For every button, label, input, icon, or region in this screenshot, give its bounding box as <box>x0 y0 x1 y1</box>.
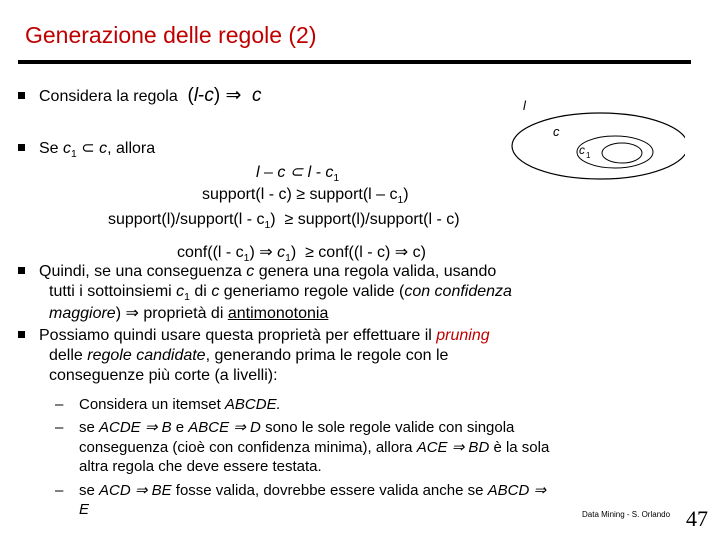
formula-subset: l – c ⊂ l - $c_1$ <box>256 164 340 185</box>
formula-confidence: conf((l - $c_1$) ⇒ $c_1$) ≥ conf((l - c) ⇒ c) <box>177 244 426 265</box>
square-bullet-icon <box>18 144 25 151</box>
sub-bullet-rules-line3: altra regola che deve essere testata. <box>79 458 322 475</box>
bullet-pruning-line3: conseguenze più corte (a livelli): <box>49 367 278 384</box>
outer-set-l <box>512 113 685 179</box>
bullet-pruning: Possiamo quindi usare questa proprietà per effettuare il pruning <box>18 327 490 345</box>
outer-set-label: l <box>523 98 526 113</box>
sub-bullet-acd-line2: E <box>79 501 90 518</box>
bullet-therefore-line2: tutti i sottoinsiemi $c_1$ di c generiamo regole valide (con confidenza <box>49 283 512 304</box>
sub-bullet-acd: – se ACD ⇒ BE fosse valida, dovrebbe essere valida anche se ABCD ⇒ <box>55 482 547 499</box>
bullet-if-subset: Se $c_1$ ⊂ c, allora <box>18 138 155 160</box>
sub-bullet-rules: – se ACDE ⇒ B e ABCE ⇒ D sono le sole regole valide con singola <box>55 419 515 436</box>
title-divider <box>18 60 691 64</box>
sub-bullet-itemset: – Considera un itemset ABCDE. <box>55 396 281 413</box>
inner-set-c1 <box>602 143 642 163</box>
rule-expression: (l-c) ⇒ c <box>182 85 262 106</box>
bullet-consider-rule: Considera la regola (l-c) ⇒ c <box>18 84 261 107</box>
slide-title: Generazione delle regole (2) <box>25 22 317 48</box>
formula-support-ratio: support(l)/support(l - $c_1$) ≥ support(l)/support(l - c) <box>108 211 460 232</box>
middle-set-label: c <box>553 124 560 139</box>
sub-bullet-rules-line2: conseguenza (cioè con confidenza minima), allora ACE ⇒ BD è la sola <box>79 439 550 456</box>
inner-set-label: c <box>579 143 585 157</box>
square-bullet-icon <box>18 92 25 99</box>
bullet-therefore-line3: maggiore) ⇒ proprietà di antimonotonia <box>49 305 329 322</box>
square-bullet-icon <box>18 331 25 338</box>
bullet-pruning-line2: delle regole candidate, generando prima le regole con le <box>49 347 449 364</box>
inner-set-label-sub: 1 <box>586 151 591 160</box>
formula-support: support(l - c) ≥ support(l – $c_1$) <box>202 186 409 207</box>
page-number: 47 <box>686 506 708 531</box>
footer-author: Data Mining - S. Orlando <box>582 510 671 519</box>
subset-diagram <box>505 98 685 180</box>
square-bullet-icon <box>18 267 25 274</box>
bullet-therefore: Quindi, se una conseguenza c genera una regola valida, usando <box>18 263 496 281</box>
